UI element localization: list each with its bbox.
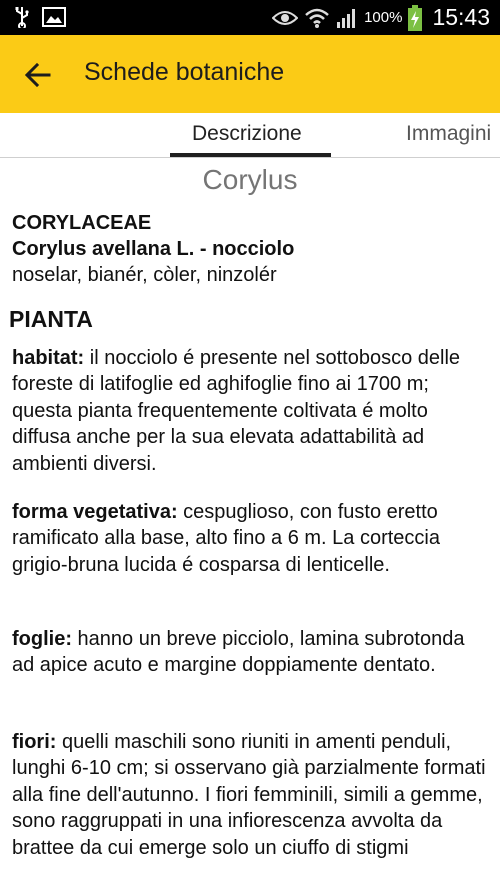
status-bar — [0, 0, 500, 35]
entry-text: il nocciolo é presente nel sottobosco delle foreste di latifoglie ed aghifoglie fino ai 1700 m; questa pianta frequentemente coltivata é molto diffusa anche per la sua elevata adattabilità ad ambienti diversi. — [12, 347, 461, 475]
back-button[interactable] — [18, 55, 58, 95]
dialect-names: noselar, bianér, còler, ninzolér — [12, 264, 277, 286]
entry-text: cespuglioso, con fusto eretto ramificato alla base, alto fino a 6 m. La corteccia grigio-bruna lucida é cosparsa di lenticelle. — [12, 501, 440, 576]
entry-habitat — [12, 345, 490, 477]
entry-fiori — [12, 729, 490, 861]
entry-forma-vegetativa — [12, 499, 490, 578]
entry-text: hanno un breve picciolo, lamina subrotonda ad apice acuto e margine doppiamente dentato. — [12, 628, 465, 677]
app-bar — [0, 35, 500, 113]
species-title: Corylus — [202, 164, 298, 195]
tab-indicator — [170, 153, 331, 157]
entry-label: fiori: — [12, 731, 57, 753]
clock: 15:43 — [432, 4, 490, 30]
wifi-icon — [304, 7, 330, 29]
tab-descrizione[interactable]: Descrizione — [192, 122, 302, 145]
entry-label: foglie: — [12, 628, 72, 650]
tab-immagini[interactable]: Immagini — [406, 122, 492, 145]
battery-percent: 100% — [364, 9, 403, 26]
entry-text: quelli maschili sono riuniti in amenti penduli, lunghi 6-10 cm; si osservano già parzialmente formati alla fine dell'autunno. I fiori femminili, simili a gemme, sono raggruppati in una infiorescenza avvolta da brattee da cui emerge solo un ciuffo di stigmi — [12, 731, 486, 859]
description-content[interactable] — [0, 158, 500, 889]
arrow-back-icon — [25, 63, 51, 87]
entry-label: forma vegetativa: — [12, 501, 178, 523]
eye-icon — [272, 9, 298, 27]
usb-icon — [14, 6, 30, 28]
family-name: CORYLACEAE — [12, 212, 152, 234]
app-title: Schede botaniche — [84, 58, 285, 86]
tab-bar — [0, 113, 500, 158]
binomial-name: Corylus avellana L. - nocciolo — [12, 238, 295, 260]
image-icon — [42, 7, 66, 27]
battery-charging-icon — [408, 5, 422, 31]
section-heading: PIANTA — [9, 306, 93, 332]
entry-foglie — [12, 626, 490, 679]
entry-label: habitat: — [12, 347, 85, 369]
signal-icon — [336, 7, 358, 29]
